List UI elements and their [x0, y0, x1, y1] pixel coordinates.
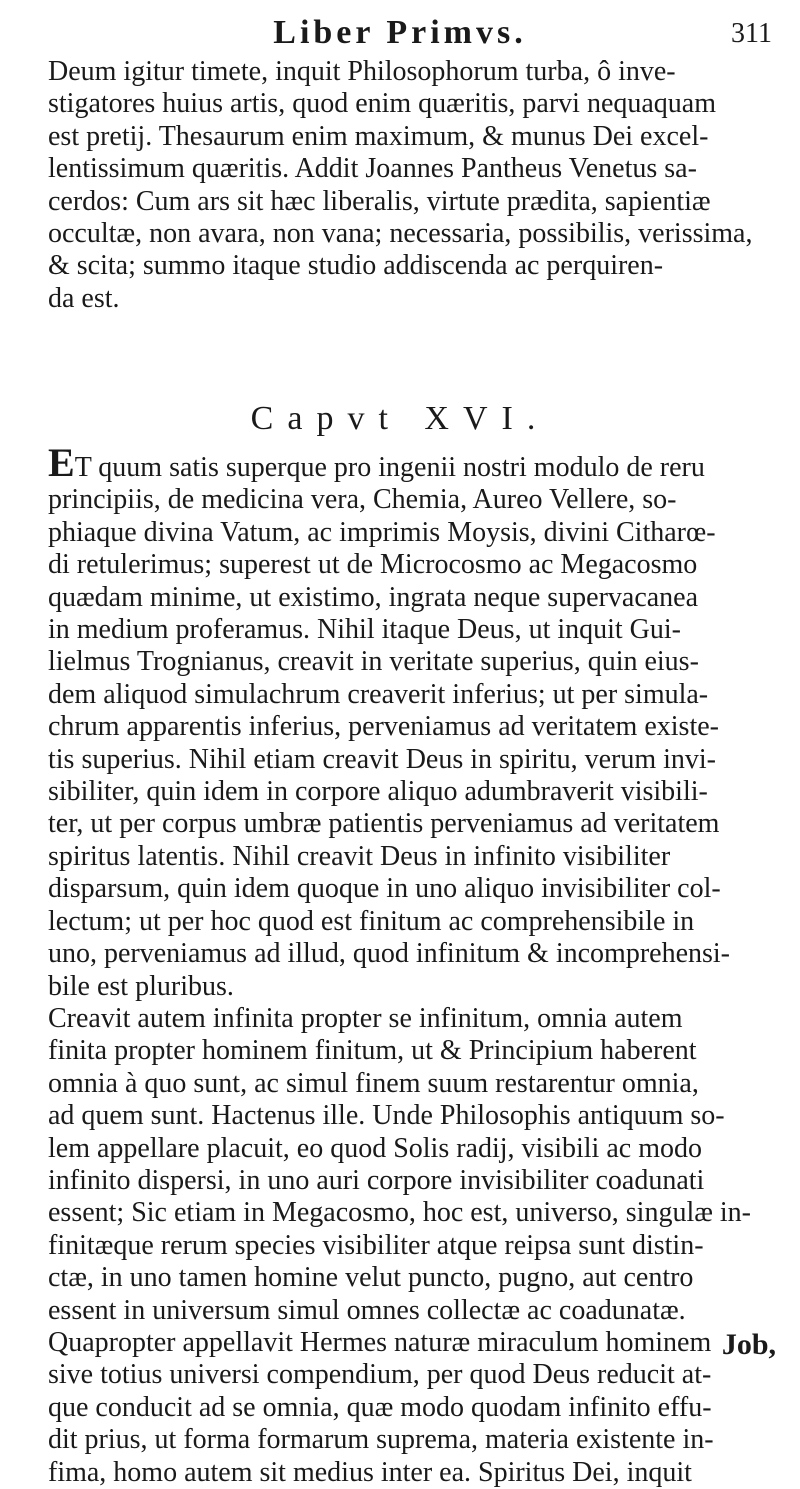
- chapter-heading: Capvt XVI.: [250, 400, 550, 437]
- chapter-body-text: T quum satis superque pro ingenii nostri modulo de reru principiis, de medicina vera, Chemia, Aureo Vellere, so- phiaque divina Vatum, ac imprimis Moysis, divini Citharœ- di retulerimus; superest ut de Microcosmo ac Megacosmo quædam minime, ut existimo, ingrata neque supervacanea in medium proferamus. Nihil itaque Deus, ut inquit Gui- lielmus Trognianus, creavit in veritate superius, quin eius- dem aliquod simulachrum creaverit inferius; ut per simula- chrum apparentis inferius, perveniamus ad veritatem existe- tis superius. Nihil etiam creavit Deus in spiritu, verum invi- sibiliter, quin idem in corpore aliquo adumbraverit visibili- ter, ut per corpus umbræ patientis perveniamus ad veritatem spiritus latentis. Nihil creavit Deus in infinito visibiliter disparsum, quin idem quoque in uno aliquo invisibiliter col- lectum; ut per hoc quod est finitum ac comprehensibile in uno, perveniamus ad illud, quod infinitum & incomprehensi- bile est pluribus. Creavit autem infinita propter se infinitum, omnia autem finita propter hominem finitum, ut & Principium haberent omnia à quo sunt, ac simul finem suum restarentur omnia, ad quem sunt. Hactenus ille. Unde Philosophis antiquum so- lem appellare placuit, eo quod Solis radij, visibili ac modo infinito dispersi, in uno auri corpore invisibiliter coadunati essent; Sic etiam in Megacosmo, hoc est, universo, singulæ in- finitæque rerum species visibiliter atque reipsa sunt distin- ctæ, in uno tamen homine velut puncto, pugno, aut centro essent in universum simul omnes collectæ ac coadunatæ. Quapropter appellavit Hermes naturæ miraculum hominem sive totius universi compendium, per quod Deus reducit at- que conducit ad se omnia, quæ modo quodam infinito effu- dit prius, ut forma formarum suprema, materia existente in- fima, homo autem sit medius inter ea. Spiritus Dei, inquit: [48, 452, 752, 1488]
- drop-cap: E: [48, 440, 75, 485]
- page-number: 311: [731, 18, 772, 49]
- catchword: Job,: [721, 1328, 776, 1361]
- paragraph-chapter-body: [48, 440, 782, 1489]
- paragraph-top: Deum igitur timete, inquit Philosophorum turba, ô inve- stigatores huius artis, quod enim quæritis, parvi nequaquam est pretij. Thesaurum enim maximum, & munus Dei excel- lentissimum quæritis. Addit Joannes Pantheus Venetus sa- cerdos: Cum ars sit hæc liberalis, virtute prædita, sapientiæ occultæ, non avara, non vana; necessaria, possibilis, verissima, & scita; summo itaque studio addiscenda ac perquiren- da est.: [48, 56, 753, 314]
- running-head-title: Liber Primvs.: [273, 14, 527, 51]
